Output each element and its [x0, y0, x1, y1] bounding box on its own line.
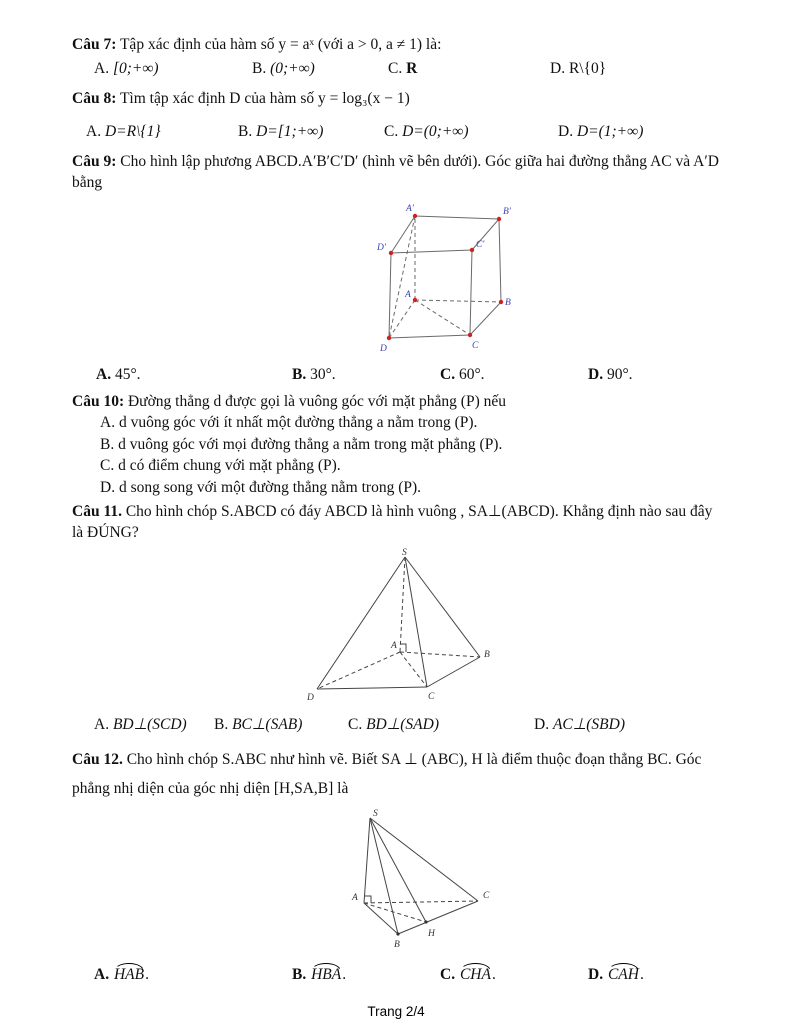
pyramid2-labels [351, 809, 490, 950]
vertex-label-c: C [482, 890, 489, 901]
pyramid1-labels [306, 548, 490, 703]
cube-figure [377, 198, 517, 356]
question-8-text [72, 88, 720, 109]
option-b: B. (0;+∞) [252, 60, 315, 78]
option-d: D. d song song với một đường thẳng nằm trong (P). [100, 478, 422, 496]
vertex-label-c: C [472, 340, 479, 351]
option-a: A. d vuông góc với ít nhất một đường thẳng a nằm trong (P). [100, 413, 478, 431]
vertex-label-c: C [428, 692, 435, 703]
question-12-options [72, 966, 720, 984]
question-9-text [72, 151, 720, 194]
question-10 [72, 391, 720, 499]
cube-svg [377, 198, 517, 356]
option-c: C. D=(0;+∞) [384, 122, 469, 140]
vertex-label-b-prime: B′ [503, 206, 511, 217]
question-12 [72, 746, 720, 983]
pyramid-sabcd-figure-wrap [72, 547, 720, 710]
option-c: C. 60°. [440, 365, 485, 383]
right-angle-marker [400, 644, 406, 652]
question-number: Câu 9: [72, 152, 117, 170]
question-8-options [72, 123, 720, 141]
option-a: A. HAB. [94, 965, 149, 983]
vertex-label-b: B [505, 297, 511, 308]
option-c: C. d có điểm chung với mặt phẳng (P). [100, 457, 341, 475]
question-11 [72, 501, 720, 735]
question-9 [72, 151, 720, 384]
question-12-text [72, 746, 720, 803]
question-stem: Tập xác định của hàm số y = aˣ (với a > 0, a ≠ 1) là: [119, 36, 442, 53]
option-c: C. BD⊥(SAD) [348, 716, 439, 734]
cube-solid-edges [389, 216, 501, 338]
option-c: C. CHA. [440, 965, 496, 983]
option-a: A. 45°. [96, 365, 141, 383]
question-number: Câu 8: [72, 90, 117, 108]
pyramid-sabcd-svg [305, 547, 505, 705]
option-d: D. D=(1;+∞) [558, 122, 644, 140]
option-b: B. 30°. [292, 365, 336, 383]
question-7-text [72, 34, 720, 55]
right-angle-marker [364, 896, 371, 903]
pyramid-sabc-svg [328, 808, 493, 956]
vertex-label-d: D [307, 693, 314, 704]
pyramid1-hidden-edges [317, 557, 480, 689]
option-a: A. BD⊥(SCD) [94, 716, 187, 734]
option-d: D. CAH. [588, 965, 644, 983]
option-d: D. R\{0} [550, 60, 607, 78]
question-11-options [72, 715, 720, 734]
vertex-label-d-prime: D′ [377, 242, 386, 253]
pyramid-sabcd-figure [305, 547, 505, 705]
vertex-label-a: A [391, 641, 397, 652]
option-b: B. D=[1;+∞) [238, 122, 324, 140]
question-number: Câu 11. [72, 502, 122, 520]
question-7-options [72, 60, 720, 78]
cube-labels [377, 204, 512, 354]
option-b: B. BC⊥(SAB) [214, 716, 303, 734]
question-7 [72, 34, 720, 78]
pyramid2-solid-edges [364, 818, 478, 934]
vertex-label-d: D [380, 343, 387, 354]
pyramid-sabc-figure [328, 808, 493, 956]
vertex-label-h: H [427, 928, 435, 939]
option-b: B. d vuông góc với mọi đường thẳng a nằm trong mặt phẳng (P). [100, 435, 503, 453]
vertex-label-s: S [372, 808, 378, 819]
option-c: C. R [388, 60, 418, 78]
vertex-label-b: B [484, 650, 490, 661]
question-11-text [72, 501, 720, 544]
vertex-label-s: S [402, 548, 407, 559]
question-stem: Cho hình chóp S.ABC như hình vẽ. Biết SA ⊥ (ABC), H là điểm thuộc đoạn thẳng BC. Góc phẳng nhị diện của góc nhị diện [H,SA,B] là [72, 751, 702, 798]
question-stem: Tìm tập xác định D của hàm số y = log₃(x − 1) [119, 90, 410, 108]
question-8 [72, 88, 720, 140]
vertex-label-a: A [351, 892, 358, 903]
question-number: Câu 12. [72, 751, 123, 769]
vertex-label-c-prime: C′ [476, 239, 485, 250]
option-d: D. AC⊥(SBD) [534, 716, 625, 734]
question-stem: Cho hình chóp S.ABCD có đáy ABCD là hình vuông , SA⊥(ABCD). Khẳng định nào sau đây là ĐÚNG? [72, 502, 713, 541]
question-10-text [72, 391, 720, 412]
vertex-label-a: A [405, 289, 411, 300]
option-a: A. D=R\{1} [86, 122, 161, 140]
question-stem: Đường thẳng d được gọi là vuông góc với mặt phẳng (P) nếu [127, 392, 507, 410]
page-number: Trang 2/4 [367, 1003, 425, 1019]
question-stem: Cho hình lập phương ABCD.A′B′C′D′ (hình vẽ bên dưới). Góc giữa hai đường thẳng AC và A′D bằng [72, 152, 719, 192]
question-number: Câu 10: [72, 392, 125, 410]
option-b: B. HBA. [292, 965, 347, 983]
pyramid-sabc-figure-wrap [72, 808, 720, 961]
pyramid1-solid-edges [317, 557, 480, 689]
vertex-label-b: B [393, 939, 400, 950]
option-a: A. [0;+∞) [94, 60, 159, 78]
question-9-options [72, 366, 720, 384]
question-number: Câu 7: [72, 36, 117, 53]
vertex-label-a-prime: A′ [406, 203, 414, 214]
option-d: D. 90°. [588, 365, 633, 383]
cube-figure-wrap [72, 198, 720, 361]
